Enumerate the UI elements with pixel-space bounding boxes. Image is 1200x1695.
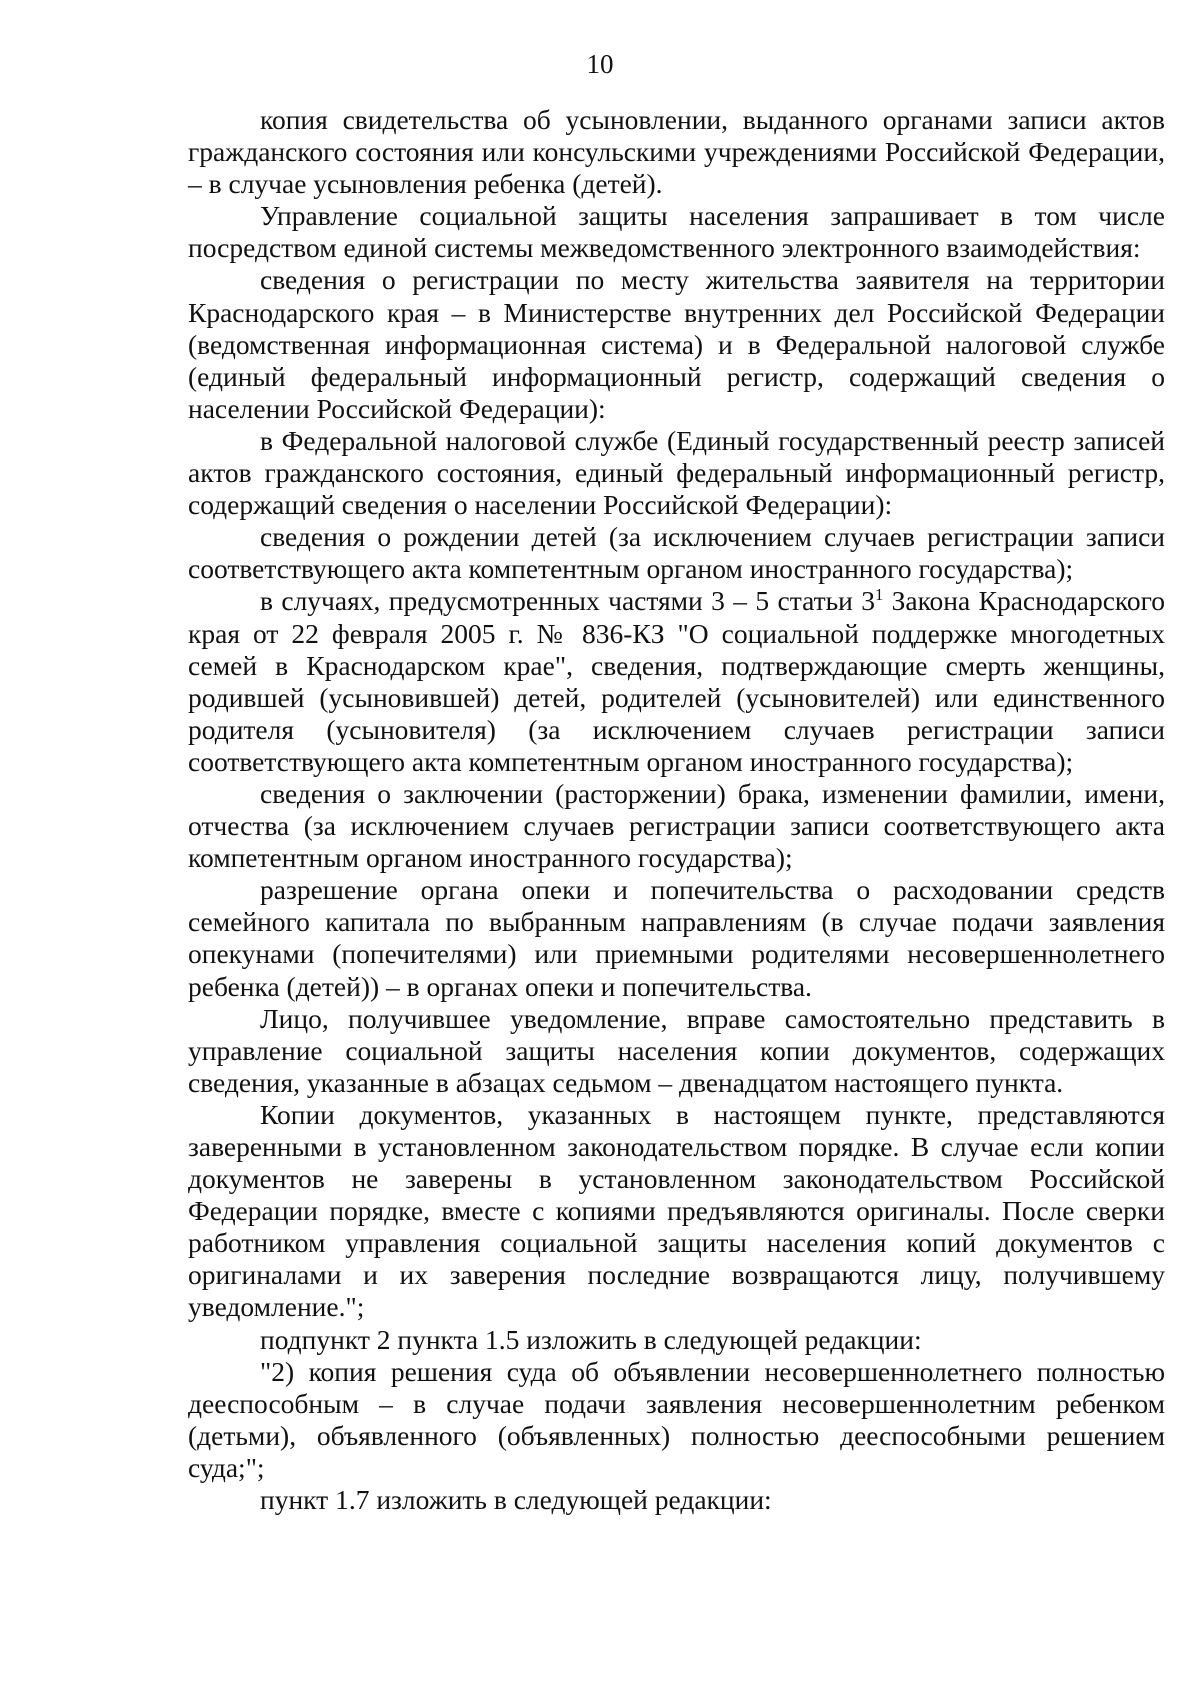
death-info-text-end: Закона Краснодарского края от 22 февраля 2005 г. № 836-КЗ "О социальной поддержке многодетных семей в Краснодарском крае", сведения, подтверждающие смерть женщины, родившей (усыновившей) детей, родителей (усыновителей) или единственного родителя (усыновителя) (за исключением случаев регистрации записи соответствующего акта компетентным органом иностранного государства);: [188, 585, 1165, 777]
article-superscript: 1: [874, 585, 884, 605]
document-body: [188, 104, 1165, 1516]
paragraph-death-info: [188, 585, 1165, 778]
paragraph-copies-certification: Копии документов, указанных в настоящем пункте, представляются заверенными в установленном законодательством порядке. В случае если копии документов не заверены в установленном законодательством Российской Федерации порядке, вместе с копиями предъявляются оригиналы. После сверки работником управления социальной защиты населения копий документов с оригиналами и их заверения последние возвращаются лицу, получившему уведомление.";: [188, 1098, 1165, 1323]
paragraph-adoption-certificate: копия свидетельства об усыновлении, выданного органами записи актов гражданского состояния или консульскими учреждениями Российской Федерации, – в случае усыновления ребенка (детей).: [188, 104, 1165, 200]
paragraph-court-decision: "2) копия решения суда об объявлении несовершеннолетнего полностью дееспособным – в случае подачи заявления несовершеннолетним ребенком (детьми), объявленного (объявленных) полностью дееспособными решением суда;";: [188, 1355, 1165, 1483]
paragraph-birth-info: сведения о рождении детей (за исключением случаев регистрации записи соответствующего акта компетентным органом иностранного государства);: [188, 521, 1165, 585]
paragraph-subclause-2-amendment: подпункт 2 пункта 1.5 изложить в следующей редакции:: [260, 1323, 922, 1355]
paragraph-clause-1-7-amendment: пункт 1.7 изложить в следующей редакции:: [260, 1484, 772, 1516]
paragraph-self-submission: Лицо, получившее уведомление, вправе самостоятельно представить в управление социальной защиты населения копии документов, содержащих сведения, указанные в абзацах седьмом – двенадцатом настоящего пункта.: [188, 1002, 1165, 1098]
death-info-text-start: в случаях, предусмотренных частями 3 – 5 статьи 3: [260, 585, 875, 617]
paragraph-marriage-info: сведения о заключении (расторжении) брака, изменении фамилии, имени, отчества (за исключением случаев регистрации записи соответствующего акта компетентным органом иностранного государства);: [188, 777, 1165, 874]
paragraph-tax-service: в Федеральной налоговой службе (Единый государственный реестр записей актов гражданского состояния, единый федеральный информационный регистр, содержащий сведения о населении Российской Федерации):: [188, 424, 1165, 521]
paragraph-interagency-request: Управление социальной защиты населения запрашивает в том числе посредством единой системы межведомственного электронного взаимодействия:: [188, 200, 1165, 264]
page-number: 10: [586, 49, 614, 79]
paragraph-guardianship-permission: разрешение органа опеки и попечительства о расходовании средств семейного капитала по выбранным направлениям (в случае подачи заявления опекунами (попечителями) или приемными родителями несовершеннолетнего ребенка (детей)) – в органах опеки и попечительства.: [188, 874, 1165, 1002]
paragraph-registration-info: сведения о регистрации по месту жительства заявителя на территории Краснодарского края – в Министерстве внутренних дел Российской Федерации (ведомственная информационная система) и в Федеральной налоговой службе (единый федеральный информационный регистр, содержащий сведения о населении Российской Федерации):: [188, 264, 1165, 424]
